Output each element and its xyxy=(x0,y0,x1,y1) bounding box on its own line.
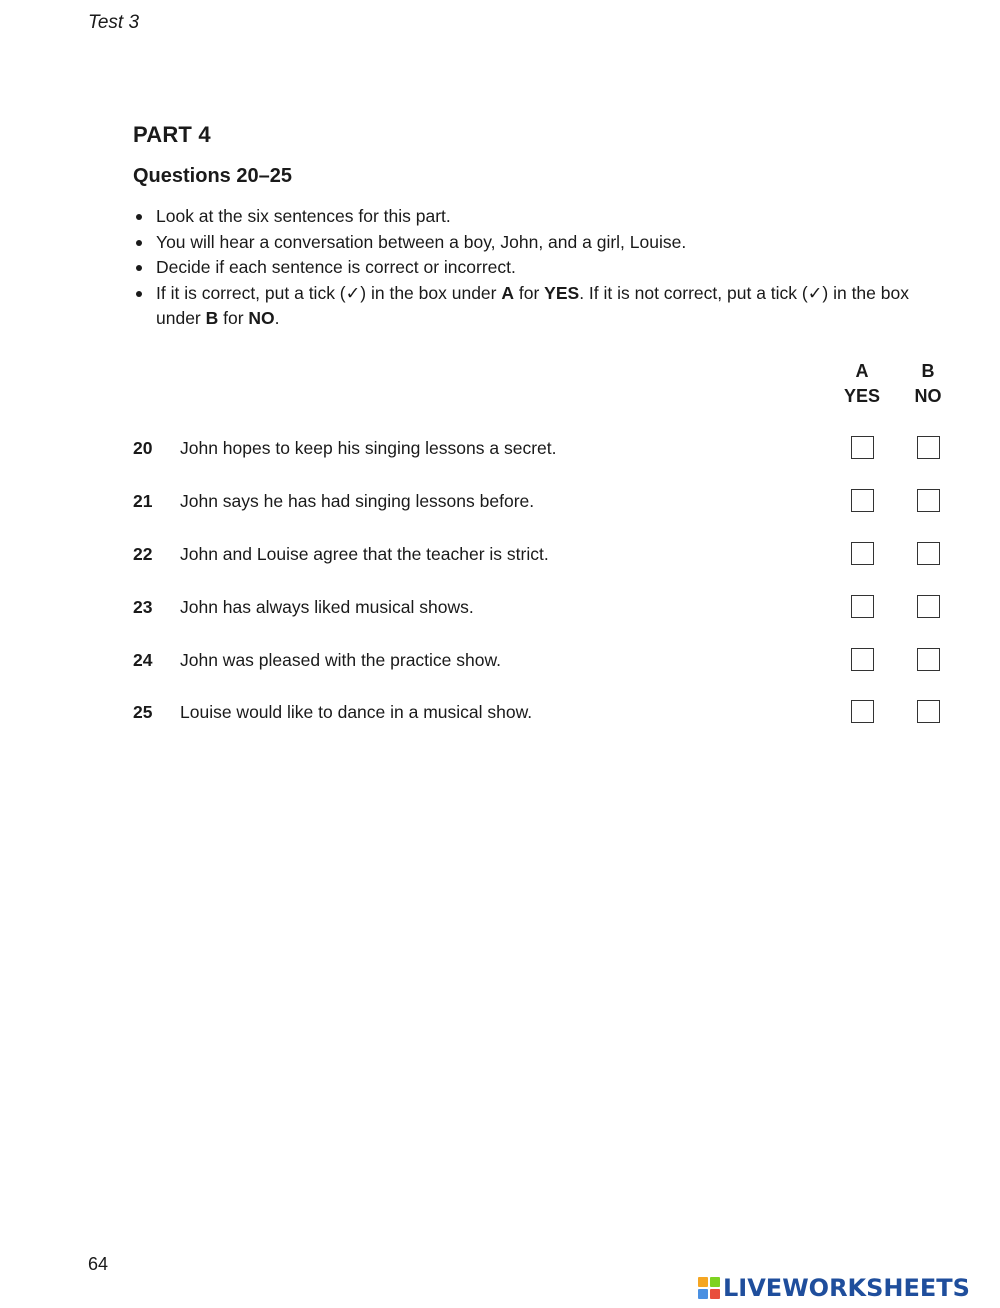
instruction-item xyxy=(133,281,953,332)
yes-checkbox[interactable] xyxy=(851,700,874,723)
question-number: 24 xyxy=(133,650,153,670)
instruction-bold-no: NO xyxy=(248,308,275,328)
instruction-text: If it is correct, put a tick (✓) in the box under xyxy=(156,282,502,303)
no-checkbox[interactable] xyxy=(917,700,940,723)
liveworksheets-logo-icon xyxy=(698,1277,720,1299)
question-text: John says he has had singing lessons before. xyxy=(180,491,535,511)
instruction-text: for xyxy=(514,282,545,303)
yes-checkbox[interactable] xyxy=(851,542,874,565)
questions-title: Questions 20–25 xyxy=(133,165,292,187)
no-checkbox[interactable] xyxy=(917,489,940,512)
no-checkbox[interactable] xyxy=(917,648,940,671)
logo-tile xyxy=(710,1289,720,1299)
question-text: John and Louise agree that the teacher is strict. xyxy=(180,544,549,564)
question-row xyxy=(133,648,953,674)
instructions-list xyxy=(133,204,953,332)
instruction-item: Look at the six sentences for this part. xyxy=(133,204,953,230)
instruction-item: You will hear a conversation between a boy, John, and a girl, Louise. xyxy=(133,230,953,256)
question-number: 25 xyxy=(133,702,153,722)
question-text: John has always liked musical shows. xyxy=(180,597,474,617)
no-checkbox[interactable] xyxy=(917,595,940,618)
part-title: PART 4 xyxy=(133,122,211,147)
question-text: John was pleased with the practice show. xyxy=(180,650,502,670)
question-number: 22 xyxy=(133,544,153,564)
liveworksheets-logo[interactable] xyxy=(698,1274,970,1302)
no-checkbox[interactable] xyxy=(917,542,940,565)
instruction-text: . xyxy=(274,308,280,328)
page-number: 64 xyxy=(88,1254,109,1274)
logo-tile xyxy=(710,1277,720,1287)
question-row xyxy=(133,436,953,462)
question-row xyxy=(133,489,953,515)
logo-tile xyxy=(698,1277,708,1287)
instruction-text: for xyxy=(218,308,249,328)
question-row xyxy=(133,595,953,621)
instruction-bold-yes: YES xyxy=(544,282,580,303)
question-text: Louise would like to dance in a musical show. xyxy=(180,702,533,722)
yes-checkbox[interactable] xyxy=(851,595,874,618)
column-a-label: YES xyxy=(843,386,881,406)
column-b-letter: B xyxy=(921,361,935,381)
running-head: Test 3 xyxy=(88,12,140,33)
yes-checkbox[interactable] xyxy=(851,489,874,512)
yes-checkbox[interactable] xyxy=(851,436,874,459)
column-b-label: NO xyxy=(914,386,942,406)
question-row xyxy=(133,700,953,726)
question-number: 23 xyxy=(133,597,153,617)
instruction-text: . If it is not correct, put a tick (✓) in the box under xyxy=(156,282,909,328)
logo-tile xyxy=(698,1289,708,1299)
column-a-letter: A xyxy=(855,361,869,381)
column-header-a xyxy=(832,359,892,409)
column-header-b xyxy=(898,359,958,409)
instruction-item: Decide if each sentence is correct or incorrect. xyxy=(133,255,953,281)
instruction-bold-b: B xyxy=(205,308,219,328)
instruction-bold-a: A xyxy=(501,282,514,303)
question-number: 21 xyxy=(133,491,153,511)
question-row xyxy=(133,542,953,568)
yes-checkbox[interactable] xyxy=(851,648,874,671)
question-number: 20 xyxy=(133,438,153,458)
question-text: John hopes to keep his singing lessons a secret. xyxy=(180,438,557,458)
no-checkbox[interactable] xyxy=(917,436,940,459)
liveworksheets-logo-text: LIVEWORKSHEETS xyxy=(723,1274,970,1302)
